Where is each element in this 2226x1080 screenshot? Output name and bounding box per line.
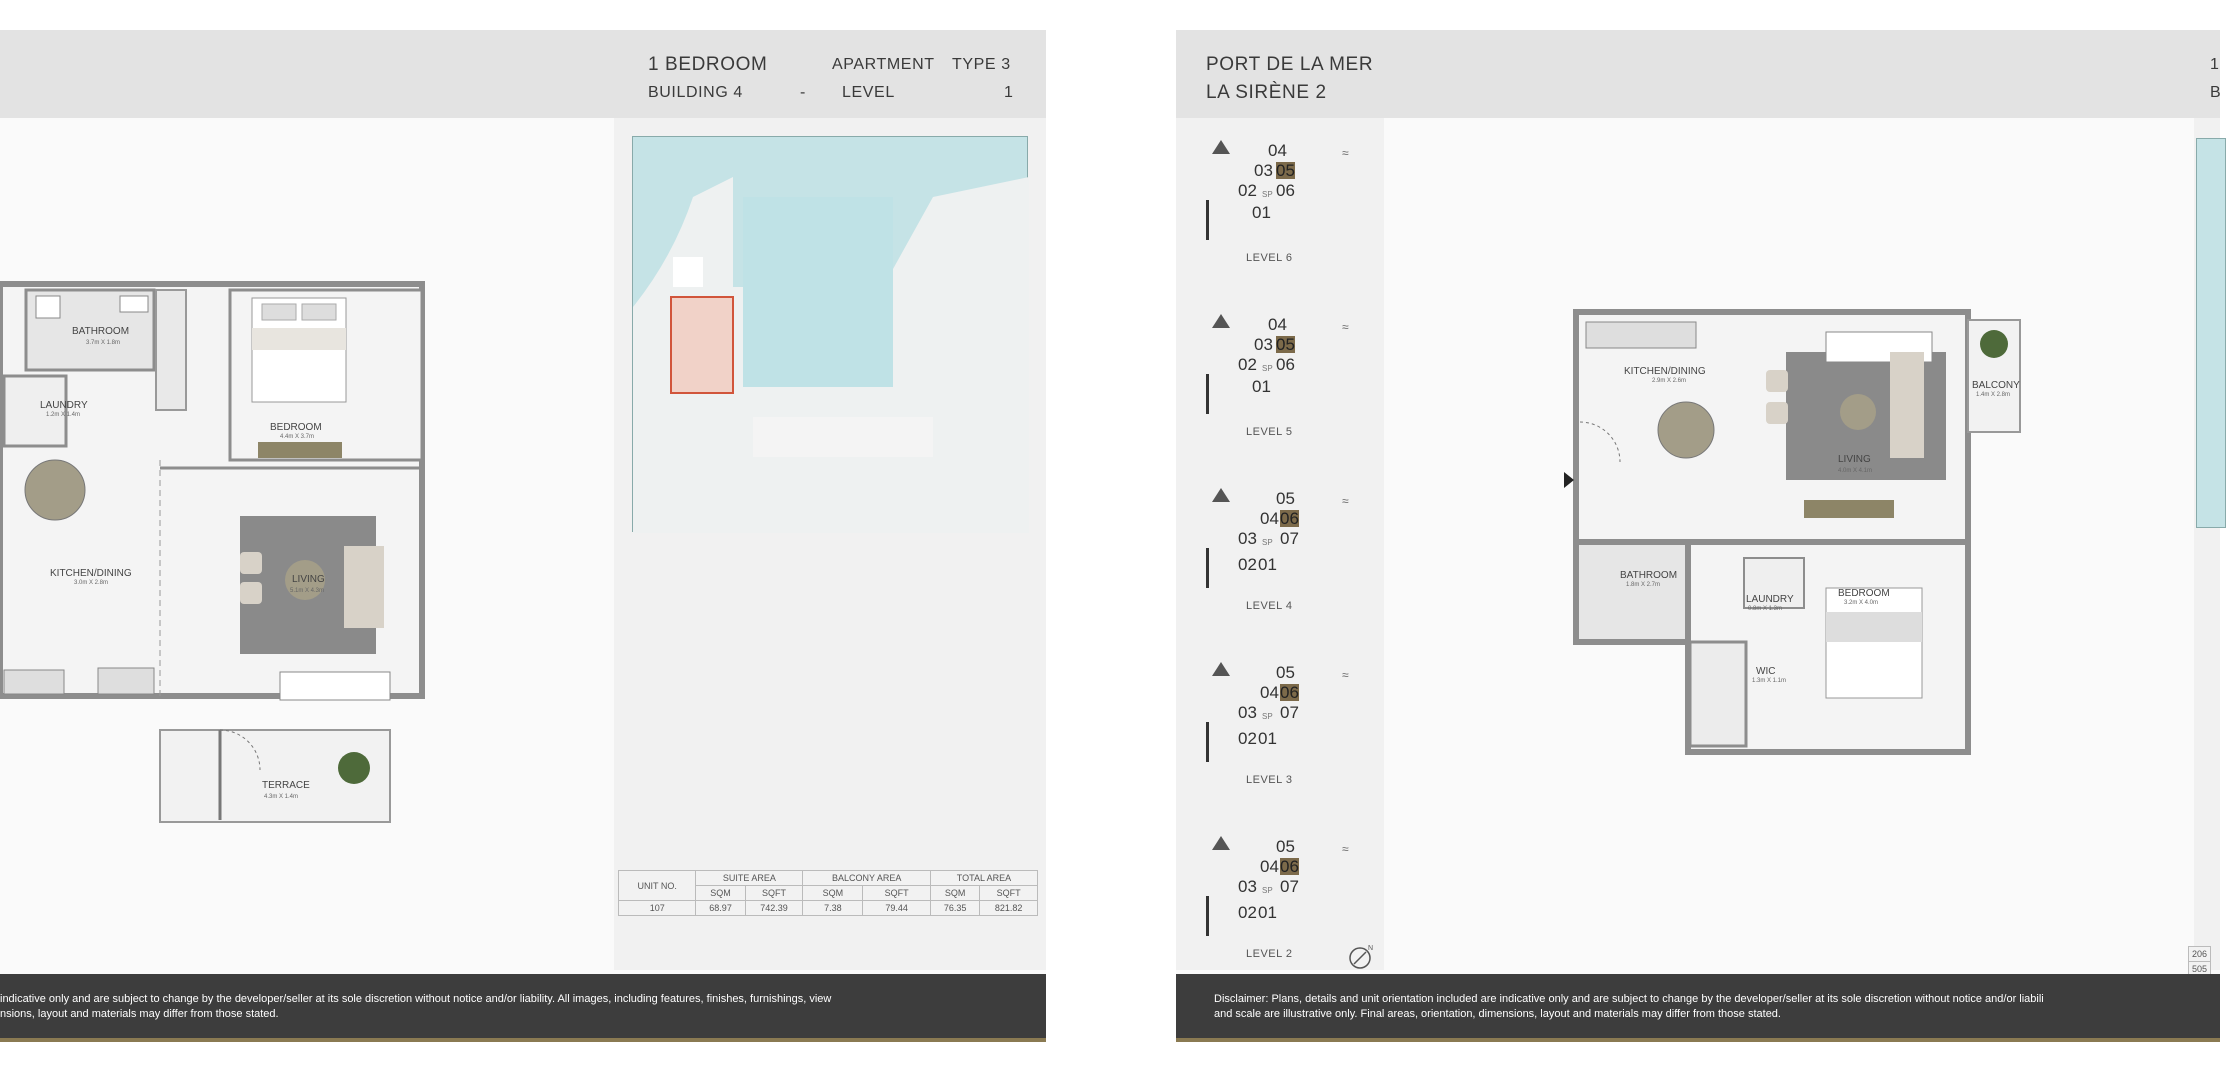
level-unit-05[interactable]: 05 <box>1276 663 1295 682</box>
sail-icon <box>1212 662 1230 676</box>
project-name: PORT DE LA MER <box>1206 54 1374 75</box>
table-row <box>619 901 1038 916</box>
sail-icon <box>1212 488 1230 502</box>
level-unit-01[interactable]: 01 <box>1258 903 1277 922</box>
type-label: TYPE 3 <box>952 56 1011 73</box>
unit-no-header: UNIT NO. <box>619 871 696 901</box>
bedroom-label: BEDROOM <box>270 422 322 433</box>
level-unit-03[interactable]: 03 <box>1238 703 1257 722</box>
kitchen-label: KITCHEN/DINING <box>1624 366 1706 377</box>
sofa-bottom-icon <box>280 672 390 700</box>
level-unit-05[interactable]: 05 <box>1276 837 1295 856</box>
plant-icon <box>338 752 370 784</box>
bathroom-label: BATHROOM <box>72 326 130 337</box>
disclaimer-line-2: and scale are illustrative only. Final areas, orientation, dimensions, layout and materials may differ from those stated. <box>1214 1008 1781 1020</box>
laundry-dim: 0.8m X 1.3m <box>1748 606 1783 612</box>
core-mark: SP <box>1262 886 1273 895</box>
disclaimer-footer <box>0 974 1046 1042</box>
level-unit-04[interactable]: 04 <box>1268 141 1287 160</box>
kitchen-label: KITCHEN/DINING <box>50 568 132 579</box>
level-block[interactable] <box>1206 488 1356 648</box>
level-block[interactable] <box>1206 836 1356 996</box>
bird-icon: ≈ <box>1342 146 1349 160</box>
suite-area-header: SUITE AREA <box>696 871 803 886</box>
bedroom-dim: 3.2m X 4.0m <box>1844 600 1879 606</box>
living-label: LIVING <box>292 574 325 585</box>
bathroom-label: BATHROOM <box>1620 570 1678 581</box>
sqft-header: SQFT <box>980 886 1038 901</box>
floor-plan-left <box>0 280 440 840</box>
header-cut-text-1: 1 <box>2210 56 2220 73</box>
floorplan-page-left <box>0 30 1046 1042</box>
level-unit-02[interactable]: 02 <box>1238 555 1257 574</box>
sail-icon <box>1212 140 1230 154</box>
buildings-row <box>753 417 933 457</box>
level-unit-07[interactable]: 07 <box>1280 877 1299 896</box>
total-sqm-cell: 76.35 <box>930 901 979 916</box>
building-name: LA SIRÈNE 2 <box>1206 82 1327 103</box>
core-mark: SP <box>1262 364 1273 373</box>
level-label: LEVEL 3 <box>1246 774 1293 786</box>
sqm-header: SQM <box>696 886 745 901</box>
kitchen-counter <box>1586 322 1696 348</box>
living-label: LIVING <box>1838 454 1871 465</box>
living-dim: 5.1m X 4.3m <box>290 588 325 594</box>
level-unit-03[interactable]: 03 <box>1254 335 1273 354</box>
building-block <box>673 257 703 287</box>
balcony-area-header: BALCONY AREA <box>803 871 931 886</box>
pillow-icon <box>302 304 336 320</box>
core-mark: SP <box>1262 538 1273 547</box>
level-unit-03[interactable]: 03 <box>1238 877 1257 896</box>
level-unit-03[interactable]: 03 <box>1254 161 1273 180</box>
disclaimer-line-1: indicative only and are subject to change by the developer/seller at its sole discretion without notice and/or liability. All images, including features, finishes, furnishings, view <box>0 993 832 1005</box>
pillow-icon <box>262 304 296 320</box>
level-label: LEVEL 6 <box>1246 252 1293 264</box>
apartment-label: APARTMENT <box>832 56 935 73</box>
level-unit-05[interactable]: 05 <box>1276 489 1295 508</box>
bird-icon: ≈ <box>1342 494 1349 508</box>
bedroom-dim: 4.4m X 3.7m <box>280 434 315 440</box>
suite-sqft-cell: 742.39 <box>745 901 803 916</box>
sqm-header: SQM <box>803 886 863 901</box>
kitchen-dim: 3.0m X 2.8m <box>74 580 109 586</box>
living-dim: 4.0m X 4.1m <box>1838 468 1873 474</box>
level-unit-03[interactable]: 03 <box>1238 529 1257 548</box>
unit-area-table <box>618 870 1038 916</box>
sail-icon <box>1212 314 1230 328</box>
level-unit-04[interactable]: 04 <box>1260 857 1279 876</box>
terrace-dim: 4.3m X 1.4m <box>264 794 299 800</box>
level-unit-02[interactable]: 02 <box>1238 355 1257 374</box>
sink-icon <box>120 296 148 312</box>
level-unit-02[interactable]: 02 <box>1238 903 1257 922</box>
armchair-icon <box>240 552 262 574</box>
kitchen-dim: 2.9m X 2.6m <box>1652 378 1687 384</box>
level-unit-07[interactable]: 07 <box>1280 703 1299 722</box>
tower-icon <box>1206 200 1209 240</box>
armchair-icon <box>1766 370 1788 392</box>
laundry-label: LAUNDRY <box>40 400 88 411</box>
compass-icon <box>1346 942 1376 972</box>
wic-dim: 1.3m X 1.1m <box>1752 678 1787 684</box>
unit-area-table-partial <box>2188 946 2211 977</box>
level-unit-06[interactable]: 06 <box>1280 509 1299 528</box>
level-unit-05[interactable]: 05 <box>1276 161 1295 180</box>
kitchen-counter <box>4 670 64 694</box>
bathroom-dim: 1.8m X 2.7m <box>1626 582 1661 588</box>
bird-icon: ≈ <box>1342 842 1349 856</box>
bird-icon: ≈ <box>1342 668 1349 682</box>
dining-table-icon <box>25 460 85 520</box>
level-unit-02[interactable]: 02 <box>1238 729 1257 748</box>
key-plan-svg <box>633 137 1029 533</box>
level-unit-01[interactable]: 01 <box>1258 729 1277 748</box>
bathroom-area <box>1576 542 1688 642</box>
level-block[interactable] <box>1206 662 1356 822</box>
tower-icon <box>1206 374 1209 414</box>
bedroom-label: BEDROOM <box>1838 588 1890 599</box>
terrace-label: TERRACE <box>262 780 310 791</box>
wic-area <box>1690 642 1746 746</box>
building-4-highlight <box>671 297 733 393</box>
level-unit-02[interactable]: 02 <box>1238 181 1257 200</box>
tv-unit <box>258 442 342 458</box>
core-mark: SP <box>1262 190 1273 199</box>
level-unit-06[interactable]: 06 <box>1276 355 1295 374</box>
suite-sqm-cell: 68.97 <box>696 901 745 916</box>
disclaimer-line-1: Disclaimer: Plans, details and unit orientation included are indicative only and are subject to change by the developer/seller at its sole discretion without notice and/or liabili <box>1214 993 2044 1005</box>
sqm-header: SQM <box>930 886 979 901</box>
laundry-dim: 1.2m X 1.4m <box>46 412 81 418</box>
level-block[interactable] <box>1206 314 1356 474</box>
unit-type-title: 1 BEDROOM <box>648 54 768 75</box>
laundry-area <box>4 376 66 446</box>
bed-throw <box>252 328 346 350</box>
total-area-header: TOTAL AREA <box>930 871 1037 886</box>
level-unit-04[interactable]: 04 <box>1260 509 1279 528</box>
wic-label: WIC <box>1756 666 1776 677</box>
level-block[interactable] <box>1206 140 1356 300</box>
balcony-dim: 1.4m X 2.8m <box>1976 392 2011 398</box>
level-label: LEVEL 2 <box>1246 948 1293 960</box>
level-unit-06[interactable]: 06 <box>1280 683 1299 702</box>
armchair-icon <box>240 582 262 604</box>
sqft-header: SQFT <box>863 886 931 901</box>
page-header <box>1176 30 2220 118</box>
level-unit-01[interactable]: 01 <box>1252 203 1271 222</box>
tv-unit <box>1804 500 1894 518</box>
level-unit-04[interactable]: 04 <box>1260 683 1279 702</box>
key-plan-map-partial <box>2196 138 2226 528</box>
unit-number-cell: 206 <box>2189 947 2211 962</box>
level-unit-06[interactable]: 06 <box>1276 181 1295 200</box>
marina-water <box>743 197 893 387</box>
header-separator: - <box>800 84 806 101</box>
header-cut-text-2: B <box>2210 84 2222 101</box>
level-unit-06[interactable]: 06 <box>1280 857 1299 876</box>
floorplan-page-right <box>1176 30 2220 1042</box>
dining-table-icon <box>1658 402 1714 458</box>
sail-icon <box>1212 836 1230 850</box>
wardrobe <box>156 290 186 410</box>
unit-number-cell: 107 <box>619 901 696 916</box>
unit-number-cell: 505 <box>2189 962 2211 977</box>
level-label: LEVEL 4 <box>1246 600 1293 612</box>
table-row <box>2189 947 2211 962</box>
hob-icon <box>98 668 154 694</box>
core-mark: SP <box>1262 712 1273 721</box>
balcony-sqft-cell: 79.44 <box>863 901 931 916</box>
level-unit-07[interactable]: 07 <box>1280 529 1299 548</box>
sofa-icon <box>344 546 384 628</box>
page-header <box>0 30 1046 118</box>
coffee-table-icon <box>1840 394 1876 430</box>
tower-icon <box>1206 722 1209 762</box>
bird-icon: ≈ <box>1342 320 1349 334</box>
level-unit-01[interactable]: 01 <box>1258 555 1277 574</box>
sofa-side-icon <box>1890 352 1924 458</box>
level-label: LEVEL 5 <box>1246 426 1293 438</box>
bathroom-dim: 3.7m X 1.8m <box>86 340 121 346</box>
sqft-header: SQFT <box>745 886 803 901</box>
armchair-icon <box>1766 402 1788 424</box>
building-label: BUILDING 4 <box>648 84 743 101</box>
plant-icon <box>1980 330 2008 358</box>
tower-icon <box>1206 896 1209 936</box>
tower-icon <box>1206 548 1209 588</box>
compass-north-label: N <box>1368 945 1374 952</box>
level-unit-05[interactable]: 05 <box>1276 335 1295 354</box>
level-unit-01[interactable]: 01 <box>1252 377 1271 396</box>
balcony-sqm-cell: 7.38 <box>803 901 863 916</box>
laundry-label: LAUNDRY <box>1746 594 1794 605</box>
key-plan-map <box>632 136 1028 532</box>
balcony-label: BALCONY <box>1972 380 2020 391</box>
level-value: 1 <box>1004 84 1014 101</box>
bed-throw <box>1826 612 1922 642</box>
total-sqft-cell: 821.82 <box>980 901 1038 916</box>
level-unit-04[interactable]: 04 <box>1268 315 1287 334</box>
disclaimer-line-2: nsions, layout and materials may differ from those stated. <box>0 1008 279 1020</box>
toilet-icon <box>36 296 60 318</box>
entry-arrow-icon <box>1564 472 1574 488</box>
level-label: LEVEL <box>842 84 895 101</box>
disclaimer-footer <box>1176 974 2220 1042</box>
floor-plan-right <box>1576 312 2056 762</box>
